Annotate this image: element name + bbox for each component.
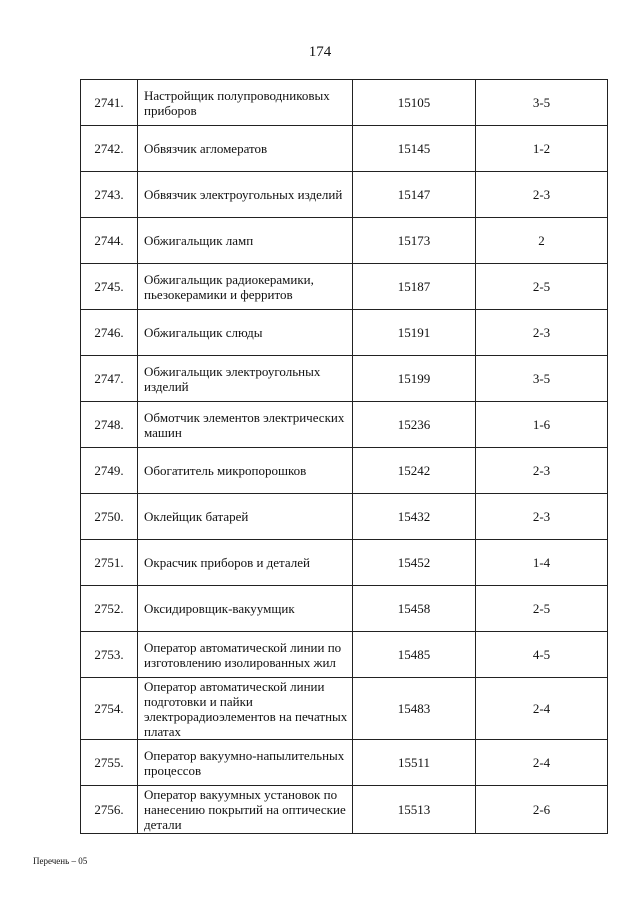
occupation-name: Оператор вакуумных установок по нанесению покрытий на оптические детали [138, 786, 353, 834]
occupation-name: Обжигальщик слюды [138, 310, 353, 356]
occupation-code: 15173 [353, 218, 476, 264]
table-row [81, 80, 608, 126]
occupation-code: 15483 [353, 678, 476, 740]
grade-range: 1-2 [476, 126, 608, 172]
row-number: 2741. [81, 80, 138, 126]
row-number: 2751. [81, 540, 138, 586]
grade-range: 2-3 [476, 448, 608, 494]
occupation-name: Обогатитель микропорошков [138, 448, 353, 494]
occupation-name: Обвязчик агломератов [138, 126, 353, 172]
page-number: 174 [308, 44, 332, 60]
occupation-name: Обжигальщик электроугольных изделий [138, 356, 353, 402]
occupations-table [80, 79, 608, 834]
row-number: 2746. [81, 310, 138, 356]
row-number: 2742. [81, 126, 138, 172]
occupation-name: Оксидировщик-вакуумщик [138, 586, 353, 632]
grade-range: 2-3 [476, 310, 608, 356]
grade-range: 2-3 [476, 172, 608, 218]
row-number: 2755. [81, 740, 138, 786]
occupation-code: 15105 [353, 80, 476, 126]
table-row [81, 126, 608, 172]
occupation-code: 15458 [353, 586, 476, 632]
table-row [81, 740, 608, 786]
occupation-name: Обжигальщик ламп [138, 218, 353, 264]
occupation-code: 15513 [353, 786, 476, 834]
grade-range: 2-4 [476, 678, 608, 740]
row-number: 2743. [81, 172, 138, 218]
grade-range: 2-5 [476, 586, 608, 632]
table-row [81, 494, 608, 540]
grade-range: 2-5 [476, 264, 608, 310]
occupation-name: Настройщик полупроводниковых приборов [138, 80, 353, 126]
table-row [81, 310, 608, 356]
occupation-code: 15452 [353, 540, 476, 586]
occupation-name: Обвязчик электроугольных изделий [138, 172, 353, 218]
occupation-code: 15199 [353, 356, 476, 402]
table-row [81, 356, 608, 402]
occupation-name: Оператор вакуумно-напылительных процессов [138, 740, 353, 786]
occupation-code: 15236 [353, 402, 476, 448]
row-number: 2747. [81, 356, 138, 402]
occupation-name: Оператор автоматической линии по изготовлению изолированных жил [138, 632, 353, 678]
occupation-code: 15432 [353, 494, 476, 540]
row-number: 2750. [81, 494, 138, 540]
row-number: 2748. [81, 402, 138, 448]
row-number: 2745. [81, 264, 138, 310]
grade-range: 1-4 [476, 540, 608, 586]
occupation-code: 15242 [353, 448, 476, 494]
table-row [81, 540, 608, 586]
grade-range: 2 [476, 218, 608, 264]
occupation-name: Обмотчик элементов электрических машин [138, 402, 353, 448]
grade-range: 2-3 [476, 494, 608, 540]
occupation-code: 15511 [353, 740, 476, 786]
table-row [81, 448, 608, 494]
row-number: 2744. [81, 218, 138, 264]
row-number: 2752. [81, 586, 138, 632]
table-row [81, 172, 608, 218]
row-number: 2749. [81, 448, 138, 494]
occupation-code: 15187 [353, 264, 476, 310]
grade-range: 3-5 [476, 80, 608, 126]
grade-range: 3-5 [476, 356, 608, 402]
table-row [81, 678, 608, 740]
grade-range: 2-4 [476, 740, 608, 786]
occupation-name: Оператор автоматической линии подготовки и пайки электрорадиоэлементов на печатных платах [138, 678, 353, 740]
table-row [81, 218, 608, 264]
occupation-code: 15145 [353, 126, 476, 172]
table-row [81, 786, 608, 834]
table-row [81, 402, 608, 448]
grade-range: 4-5 [476, 632, 608, 678]
occupation-code: 15191 [353, 310, 476, 356]
table-row [81, 264, 608, 310]
footer-label: Перечень – 05 [33, 856, 88, 866]
occupation-name: Оклейщик батарей [138, 494, 353, 540]
occupation-code: 15485 [353, 632, 476, 678]
row-number: 2756. [81, 786, 138, 834]
occupation-code: 15147 [353, 172, 476, 218]
row-number: 2753. [81, 632, 138, 678]
table-row [81, 586, 608, 632]
grade-range: 2-6 [476, 786, 608, 834]
table-row [81, 632, 608, 678]
grade-range: 1-6 [476, 402, 608, 448]
occupation-name: Обжигальщик радиокерамики, пьезокерамики и ферритов [138, 264, 353, 310]
occupation-name: Окрасчик приборов и деталей [138, 540, 353, 586]
row-number: 2754. [81, 678, 138, 740]
